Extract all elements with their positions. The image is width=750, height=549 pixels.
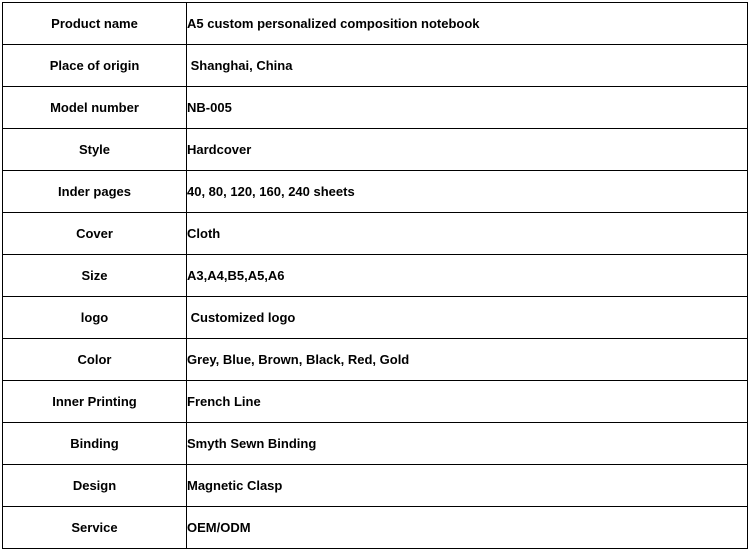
spec-label: Color [3,339,187,381]
spec-value: Grey, Blue, Brown, Black, Red, Gold [187,339,748,381]
table-row [3,381,748,423]
table-row [3,87,748,129]
spec-label: Design [3,465,187,507]
spec-label: Place of origin [3,45,187,87]
spec-value: OEM/ODM [187,507,748,549]
spec-value: Hardcover [187,129,748,171]
spec-label: logo [3,297,187,339]
table-row [3,171,748,213]
spec-label: Cover [3,213,187,255]
spec-label: Service [3,507,187,549]
spec-value: A3,A4,B5,A5,A6 [187,255,748,297]
spec-label: Style [3,129,187,171]
table-row [3,297,748,339]
spec-label: Inner Printing [3,381,187,423]
spec-value: Cloth [187,213,748,255]
spec-value: Magnetic Clasp [187,465,748,507]
table-row [3,129,748,171]
table-row [3,339,748,381]
product-spec-table [2,2,748,549]
spec-value: A5 custom personalized composition notebook [187,3,748,45]
table-row [3,213,748,255]
spec-value: 40, 80, 120, 160, 240 sheets [187,171,748,213]
spec-label: Inder pages [3,171,187,213]
spec-value: Smyth Sewn Binding [187,423,748,465]
spec-value: Customized logo [187,297,748,339]
spec-label: Model number [3,87,187,129]
spec-value: French Line [187,381,748,423]
spec-value: Shanghai, China [187,45,748,87]
table-row [3,3,748,45]
table-row [3,45,748,87]
spec-value: NB-005 [187,87,748,129]
table-row [3,423,748,465]
table-row [3,465,748,507]
spec-label: Product name [3,3,187,45]
spec-label: Size [3,255,187,297]
table-row [3,507,748,549]
spec-label: Binding [3,423,187,465]
table-row [3,255,748,297]
